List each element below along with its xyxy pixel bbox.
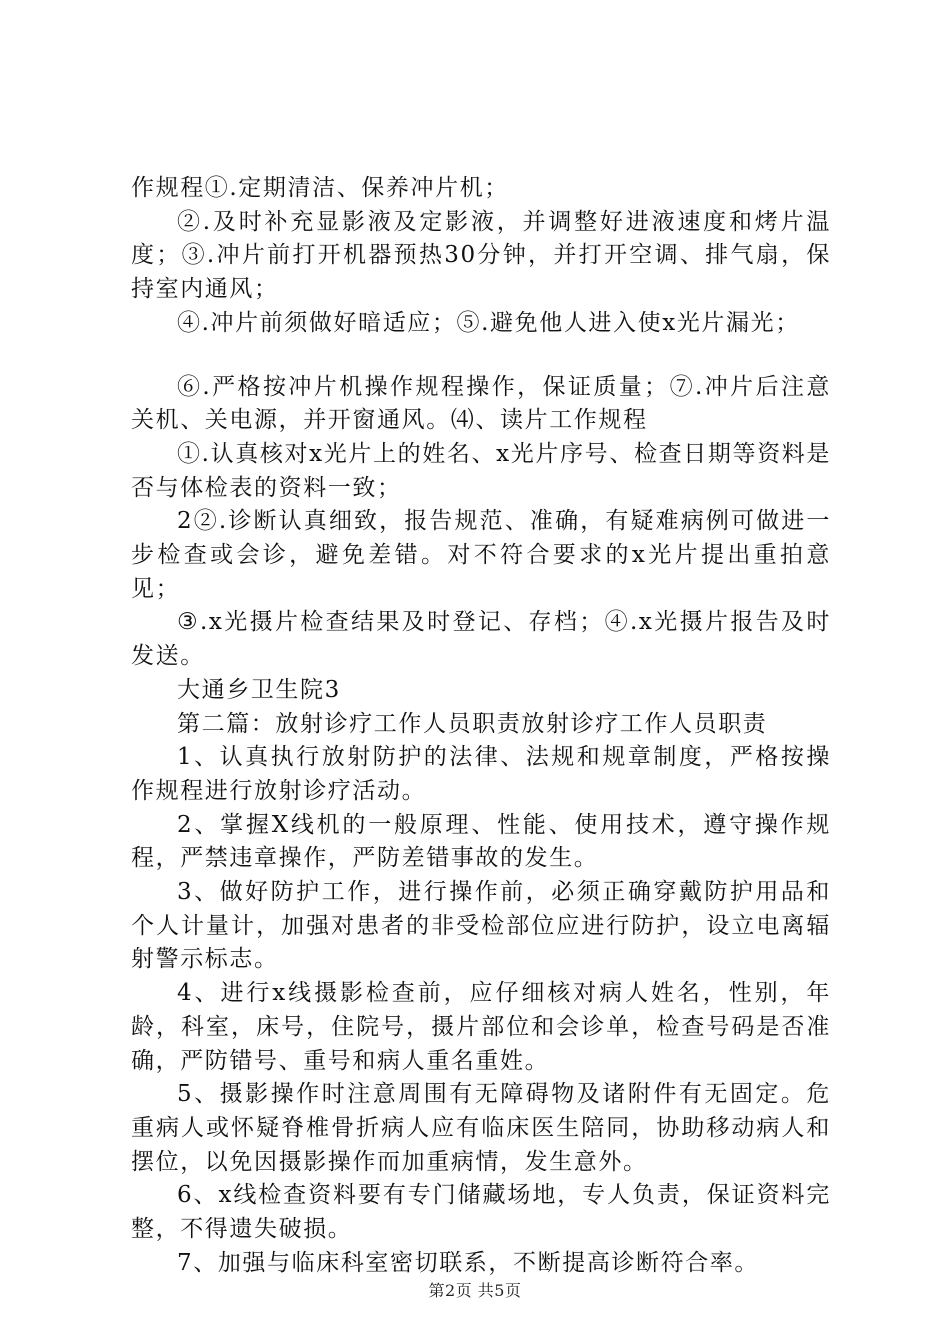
- paragraph: ⑥.严格按冲片机操作规程操作，保证质量；⑦.冲片后注意关机、关电源，并开窗通风。⑷、读片工作规程: [131, 373, 831, 434]
- paragraph: ③.x光摄片检查结果及时登记、存档；④.x光摄片报告及时发送。: [131, 609, 831, 670]
- paragraph: ④.冲片前须做好暗适应；⑤.避免他人进入使x光片漏光；: [177, 309, 800, 336]
- document-body: [131, 172, 831, 1281]
- paragraph: ②.及时补充显影液及定影液，并调整好进液速度和烤片温度；③.冲片前打开机器预热30分钟，并打开空调、排气扇，保持室内通风；: [131, 208, 831, 303]
- paragraph: 7、加强与临床科室密切联系，不断提高诊断符合率。: [177, 1249, 760, 1276]
- paragraph: 2②.诊断认真细致，报告规范、准确，有疑难病例可做进一步检查或会诊，避免差错。对不符合要求的x光片提出重拍意见；: [131, 508, 831, 602]
- paragraph: 1、认真执行放射防护的法律、法规和规章制度，严格按操作规程进行放射诊疗活动。: [131, 744, 831, 804]
- paragraph-gap: [131, 341, 831, 371]
- page-footer: [0, 1278, 950, 1301]
- page-number: 第2页 共5页: [428, 1281, 522, 1300]
- paragraph: 4、进行x线摄影检查前，应仔细核对病人姓名，性别，年龄，科室，床号，住院号，摄片部位和会诊单，检查号码是否准确，严防错号、重号和病人重名重姓。: [131, 980, 831, 1074]
- section-heading: 第二篇：放射诊疗工作人员职责放射诊疗工作人员职责: [177, 710, 768, 737]
- paragraph: 6、x线检查资料要有专门储藏场地，专人负责，保证资料完整，不得遗失破损。: [131, 1182, 831, 1243]
- paragraph: 2、掌握X线机的一般原理、性能、使用技术，遵守操作规程，严禁违章操作，严防差错事故的发生。: [131, 811, 831, 872]
- paragraph: 3、做好防护工作，进行操作前，必须正确穿戴防护用品和个人计量计，加强对患者的非受检部位应进行防护，设立电离辐射警示标志。: [131, 879, 831, 973]
- paragraph: 作规程①.定期清洁、保养冲片机；: [131, 175, 509, 201]
- paragraph: ①.认真核对x光片上的姓名、x光片序号、检查日期等资料是否与体检表的资料一致；: [131, 440, 831, 501]
- paragraph: 5、摄影操作时注意周围有无障碍物及诸附件有无固定。危重病人或怀疑脊椎骨折病人应有临床医生陪同，协助移动病人和摆位，以免因摄影操作而加重病情，发生意外。: [131, 1081, 831, 1175]
- paragraph: 大通乡卫生院3: [177, 676, 341, 703]
